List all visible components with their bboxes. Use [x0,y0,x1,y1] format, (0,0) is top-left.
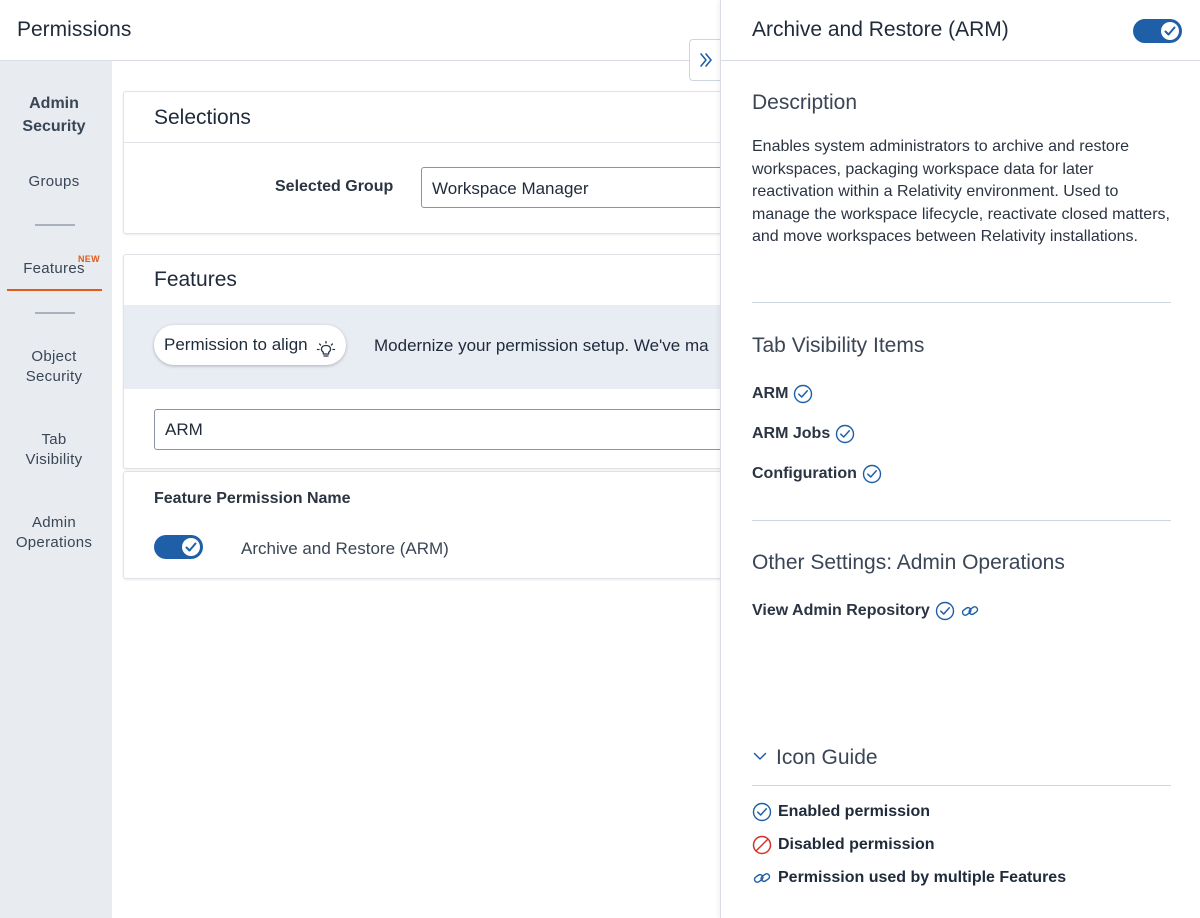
chevron-down-icon [752,748,768,769]
icon-guide-toggle[interactable] [752,746,878,770]
link-icon [752,868,772,888]
tab-item [752,424,855,444]
feature-list-card [123,471,723,579]
column-header-feature-name: Feature Permission Name [154,490,351,507]
enabled-check-icon [862,464,882,484]
panel-title: Archive and Restore (ARM) [752,18,1009,41]
sidebar-item-object-security[interactable] [0,347,108,387]
icon-guide-title: Icon Guide [776,746,878,769]
other-settings-title: Other Settings: Admin Operations [752,551,1065,574]
pill-label: Permission to align [164,335,308,354]
sidebar-item-label: Object Security [25,348,83,385]
selections-title: Selections [154,106,251,129]
other-setting-label: View Admin Repository [752,602,930,619]
icon-guide-item [752,802,930,822]
description-title: Description [752,91,858,114]
panel-feature-toggle[interactable] [1133,19,1182,43]
tab-visibility-title: Tab Visibility Items [752,334,925,357]
check-icon [182,538,200,556]
sidebar-heading: Admin Security [22,95,86,135]
page-header [0,0,720,61]
page-title: Permissions [17,18,132,41]
features-card [123,254,723,469]
sidebar-item-label: Features [23,260,85,277]
icon-guide-label: Permission used by multiple Features [778,869,1067,886]
feature-detail-panel [720,0,1200,918]
permission-to-align-button[interactable] [154,325,346,365]
feature-toggle[interactable] [154,535,203,559]
sidebar-active-indicator [7,289,102,291]
double-chevron-right-icon [698,52,714,68]
enabled-check-icon [935,601,955,621]
divider [124,142,722,143]
selections-card [123,91,723,234]
divider [752,785,1171,786]
features-title: Features [154,268,237,291]
lightbulb-icon [316,335,336,355]
enabled-check-icon [752,802,772,822]
icon-guide-item [752,835,935,855]
icon-guide-item [752,868,1066,888]
tab-item-label: ARM [752,385,789,402]
sidebar-item-tab-visibility[interactable] [0,430,108,470]
link-icon[interactable] [960,601,980,621]
tab-item-label: ARM Jobs [752,425,831,442]
other-setting-item [752,601,980,621]
sidebar-item-label: Groups [28,173,80,190]
feature-row-label[interactable]: Archive and Restore (ARM) [241,539,449,558]
enabled-check-icon [793,384,813,404]
enabled-check-icon [835,424,855,444]
new-badge: NEW [78,254,100,264]
selected-group-select[interactable]: Workspace Manager [421,167,723,208]
sidebar-divider [35,312,75,314]
banner-text: Modernize your permission setup. We've ma [374,336,709,355]
description-text: Enables system administrators to archive and restore workspaces, packaging workspace data for later reactivation within a Relativity environment. Used to manage the workspace lifecycle, reactivate closed matters, and move workspaces between Relativity installations. [752,138,1170,246]
modernize-banner [124,305,722,389]
sidebar-item-admin-operations[interactable] [0,513,108,553]
sidebar [0,61,112,918]
collapse-panel-button[interactable] [689,39,722,81]
selected-group-label: Selected Group [275,178,394,195]
divider [752,302,1171,303]
check-icon [1161,22,1179,40]
panel-header [721,0,1200,61]
feature-search-input[interactable] [154,409,723,450]
disabled-icon [752,835,772,855]
sidebar-item-label: Admin Operations [15,514,93,551]
icon-guide-label: Disabled permission [778,836,935,853]
sidebar-divider [35,224,75,226]
tab-item [752,384,813,404]
icon-guide-label: Enabled permission [778,803,931,820]
sidebar-item-label: Tab Visibility [25,431,83,468]
sidebar-item-groups[interactable] [0,172,108,192]
divider [752,520,1171,521]
tab-item-label: Configuration [752,465,857,482]
tab-item [752,464,882,484]
